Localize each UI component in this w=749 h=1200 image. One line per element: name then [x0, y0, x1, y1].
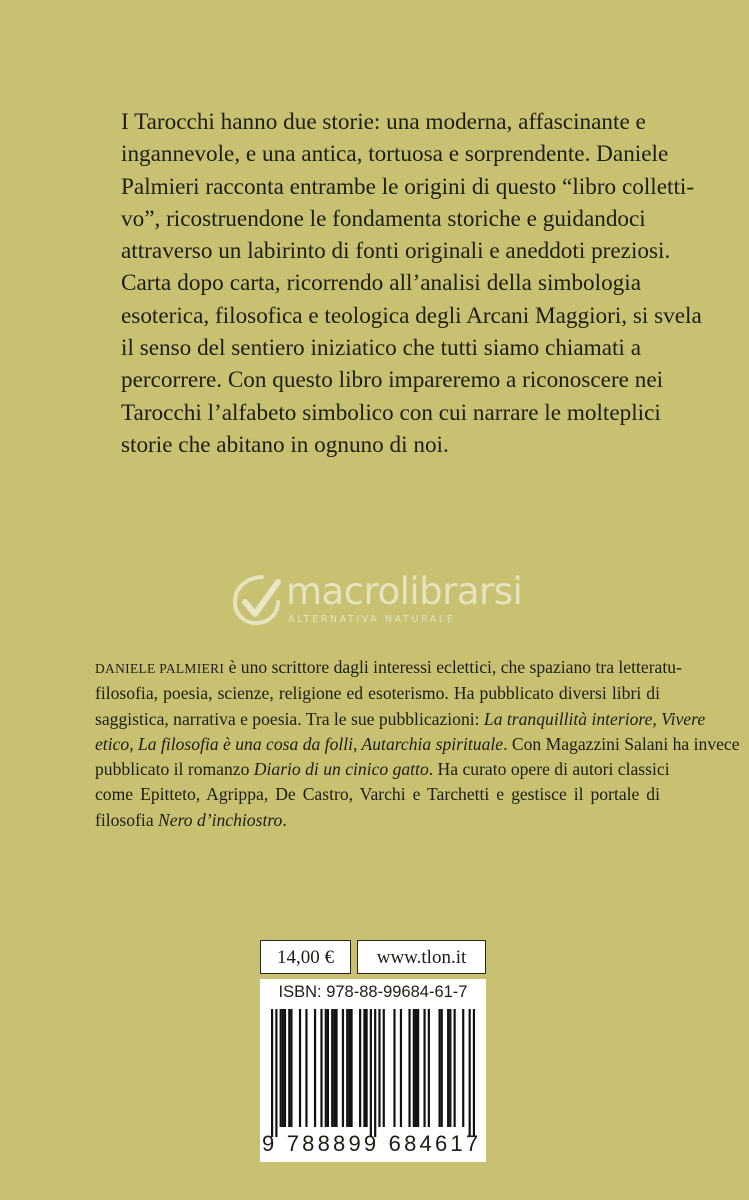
barcode-bar [346, 1009, 348, 1127]
blurb-line: vo”, ricostruendone le fondamenta storiche e guidandoci [121, 205, 646, 232]
blurb-line: percorrere. Con questo libro impareremo a riconoscere nei [121, 367, 664, 394]
bio-line: DANIELE PALMIERI è uno scrittore dagli interessi eclettici, che spaziano tra letteratu- [95, 657, 682, 677]
barcode-digits: 9 788899 684617 [262, 1131, 482, 1156]
barcode-bar [423, 1009, 425, 1127]
barcode-bar [363, 1009, 365, 1127]
isbn-label: ISBN: 978-88-99684-61-7 [278, 983, 468, 1001]
barcode-bar [284, 1009, 286, 1127]
barcode-bar [393, 1009, 395, 1127]
barcode-bar [417, 1009, 419, 1127]
book-title: etico, La filosofia è una cosa da folli, Autarchia spirituale [95, 733, 504, 754]
blurb-line: I Tarocchi hanno due storie: una moderna, affascinante e [121, 109, 646, 135]
barcode-bar [320, 1009, 322, 1127]
leaf-check-icon [228, 572, 284, 628]
bio-line: saggistica, narrativa e poesia. Tra le sue pubblicazioni: La tranquillità interiore, Vivere [95, 708, 706, 729]
author-name: DANIELE PALMIERI [95, 661, 225, 676]
barcode-bar [415, 1009, 417, 1127]
barcode-bar [314, 1009, 316, 1127]
blurb-line: il senso del sentiero iniziatico che tutti siamo chiamati a [121, 335, 641, 362]
barcode-bar [331, 1009, 333, 1127]
barcode-bar [359, 1009, 361, 1127]
book-blurb [121, 106, 702, 461]
macrolibrarsi-watermark [228, 570, 528, 640]
blurb-line: ingannevole, e una antica, tortuosa e sorprendente. Daniele [121, 141, 669, 168]
barcode-bar [290, 1009, 292, 1127]
author-bio [95, 655, 740, 833]
barcode-bar [383, 1009, 385, 1127]
barcode-bar [275, 1009, 277, 1137]
barcode-bar [408, 1009, 410, 1127]
blurb-line: esoterica, filosofica e teologica degli Arcani Maggiori, si svela [121, 302, 702, 329]
barcode-bar [374, 1009, 376, 1137]
barcode-bar [333, 1009, 335, 1127]
watermark-brand: macrolibrarsi [286, 570, 523, 613]
blurb-line: Palmieri racconta entrambe le origini di questo “libro colletti- [121, 173, 695, 200]
price-box: 14,00 € [260, 940, 351, 974]
barcode-bar [449, 1009, 451, 1127]
barcode-bar [447, 1009, 449, 1127]
website-box: www.tlon.it [357, 940, 486, 974]
barcode-bar [299, 1009, 301, 1127]
blurb-line: attraverso un labirinto di fonti originali e aneddoti preziosi. [121, 238, 671, 265]
barcode-bar [378, 1009, 380, 1127]
bio-line: come Epitteto, Agrippa, De Castro, Varchi e Tarchetti e gestisce il portale di [95, 784, 660, 805]
book-title: La tranquillità interiore, Vivere [483, 708, 706, 729]
barcode-bar [342, 1009, 344, 1127]
barcode-bar [370, 1009, 372, 1137]
barcode-bar [288, 1009, 290, 1127]
blurb-line: Carta dopo carta, ricorrendo all’analisi della simbologia [121, 270, 641, 297]
barcode-bar [348, 1009, 350, 1127]
barcode-bar [327, 1009, 329, 1127]
barcode-bar [335, 1009, 337, 1127]
barcode-bar [280, 1009, 282, 1127]
barcode-bar [473, 1009, 475, 1137]
isbn-barcode [260, 979, 486, 1162]
book-title: Diario di un cinico gatto [253, 759, 429, 780]
barcode-bar [271, 1009, 273, 1137]
barcode-bars [271, 1009, 475, 1137]
blurb-line: Tarocchi l’alfabeto simbolico con cui narrare le molteplici [121, 399, 661, 426]
barcode-bar [462, 1009, 464, 1127]
barcode-bar [413, 1009, 415, 1127]
portal-name: Nero d’inchiostro [158, 809, 283, 830]
watermark-tagline: ALTERNATIVA NATURALE [288, 614, 456, 625]
barcode-bar [282, 1009, 284, 1127]
barcode-bar [400, 1009, 402, 1127]
bio-line: filosofia, poesia, scienze, religione ed esoterismo. Ha pubblicato diversi libri di [95, 683, 660, 704]
barcode-bar [305, 1009, 307, 1127]
barcode-bar [428, 1009, 430, 1127]
barcode-bar [365, 1009, 367, 1127]
blurb-line: storie che abitano in ognuno di noi. [121, 431, 449, 458]
barcode-bar [438, 1009, 440, 1127]
barcode-bar [469, 1009, 471, 1137]
barcode-bar [441, 1009, 443, 1127]
bio-line: filosofia Nero d’inchiostro. [95, 809, 287, 830]
bio-line: pubblicato il romanzo Diario di un cinico gatto. Ha curato opere di autori classici [95, 759, 670, 780]
barcode-bar [325, 1009, 327, 1127]
barcode-bar [454, 1009, 456, 1127]
barcode-bar [350, 1009, 352, 1127]
bio-line: etico, La filosofia è una cosa da folli, Autarchia spirituale. Con Magazzini Salani ha invece [95, 733, 740, 754]
